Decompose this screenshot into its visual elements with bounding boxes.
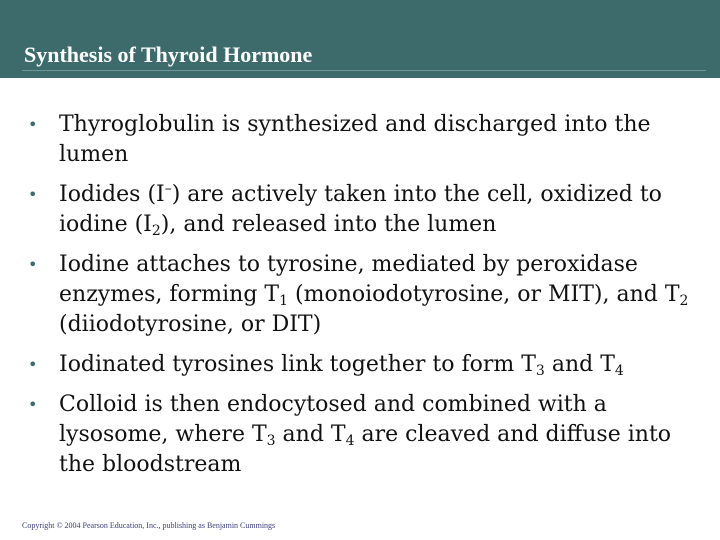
subscript: 1 [279, 293, 289, 309]
bullet-text: and T [275, 422, 346, 447]
title-divider [22, 70, 706, 71]
bullet-icon: • [28, 395, 38, 414]
bullet-text: and T [544, 352, 615, 377]
bullet-text: (monoiodotyrosine, or MIT), and T [288, 282, 680, 307]
bullet-item-iodides [28, 180, 698, 240]
bullet-text: Iodinated tyrosines link together to form T [59, 352, 536, 377]
subscript: 4 [614, 363, 624, 379]
bullet-list [28, 110, 698, 490]
bullet-text: are cleaved and diffuse into the bloodstream [59, 422, 672, 477]
title-bar [0, 0, 720, 78]
subscript: 3 [535, 363, 545, 379]
bullet-text: Iodides (I [59, 182, 165, 207]
bullet-text: ) are actively taken into the cell, oxidized to iodine (I [59, 182, 662, 237]
slide-title: Synthesis of Thyroid Hormone [24, 42, 313, 67]
bullet-text: ), and released into the lumen [160, 212, 497, 237]
bullet-item-iodinated-tyrosines [28, 350, 698, 380]
bullet-item-iodine-tyrosine [28, 250, 698, 340]
bullet-text: (diiodotyrosine, or DIT) [59, 312, 322, 337]
subscript: 3 [266, 433, 276, 449]
bullet-item-thyroglobulin [28, 110, 698, 170]
bullet-icon: • [28, 355, 38, 374]
superscript: – [164, 181, 172, 197]
bullet-text: Colloid is then endocytosed and combined with a lysosome, where T [59, 392, 607, 447]
bullet-icon: • [28, 185, 38, 204]
bullet-text: Thyroglobulin is synthesized and discharged into the lumen [59, 112, 651, 167]
subscript: 2 [151, 223, 161, 239]
bullet-icon: • [28, 255, 38, 274]
copyright-notice: Copyright © 2004 Pearson Education, Inc., publishing as Benjamin Cummings [22, 521, 276, 530]
bullet-item-colloid [28, 390, 698, 480]
bullet-text: Iodine attaches to tyrosine, mediated by peroxidase enzymes, forming T [59, 252, 638, 307]
subscript: 4 [345, 433, 355, 449]
bullet-icon: • [28, 115, 38, 134]
subscript: 2 [679, 293, 689, 309]
